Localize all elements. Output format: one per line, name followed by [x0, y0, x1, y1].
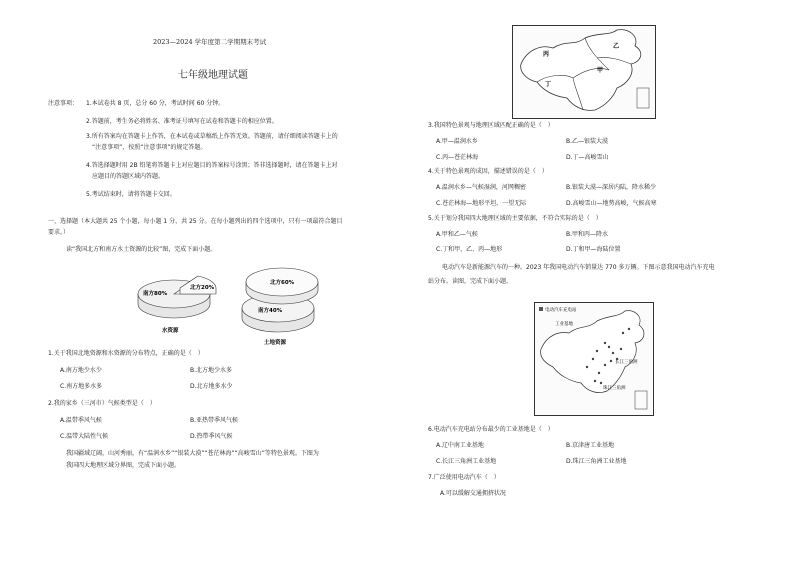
region-label-ding: 丁	[545, 81, 552, 88]
region-label-yi: 乙	[613, 43, 620, 50]
q2-option-c[interactable]: C.温带大陆性气候	[60, 433, 109, 440]
section1-line2: 要求。）	[48, 229, 70, 236]
q2-option-d[interactable]: D.热带季风气候	[190, 433, 233, 440]
q4-option-d[interactable]: D.高峻雪山—地势高峻，气候高寒	[566, 200, 657, 207]
map2-label-pearl: 珠江三角洲	[603, 386, 626, 391]
exam-title: 七年级地理试题	[178, 70, 248, 81]
q5-option-a[interactable]: A.甲和乙—气候	[436, 231, 478, 238]
q1-option-d[interactable]: D.北方地多水少	[190, 383, 233, 390]
water-land-resource-figure	[130, 264, 320, 348]
map2-label-industrial: 工业基地	[555, 322, 573, 327]
q4-option-c[interactable]: C.苍茫林海—地形平坦，一望无际	[436, 200, 527, 207]
reading-prompt-2a: 我国疆域辽阔，山河秀丽，有“温润水乡”“银装大漠”“苍茫林海”“高峻雪山”等特色景观。下图为	[66, 450, 319, 457]
q6-option-c[interactable]: C.长江三角洲工业基地	[436, 458, 497, 465]
note-4a: 4.答选择题时用 2B 铅笔将答题卡上对应题目的答案标号涂黑；答非选择题时，请在答题卡上对	[86, 162, 338, 169]
land-caption: 土地资源	[264, 340, 287, 346]
q6-option-d[interactable]: D.珠江三角洲工业基地	[566, 458, 627, 465]
region-label-bing: 丙	[543, 51, 550, 58]
legend-swatch	[539, 307, 543, 311]
map2-label-yangtze: 长江三角洲	[615, 360, 638, 365]
q6-stem: 6.电动汽车充电站分布最少的工业基地是（ ）	[428, 426, 554, 433]
q4-stem: 4.关于特色景观的成因，描述错误的是（ ）	[428, 168, 548, 175]
q7-stem: 7.广泛使用电动汽车（ ）	[428, 474, 500, 481]
ev-charging-map	[534, 302, 654, 416]
water-caption: 水资源	[162, 328, 179, 334]
q7-option-a[interactable]: A.可以缓解交通拥挤状况	[440, 490, 506, 497]
land-south-label: 南方40%	[258, 308, 283, 314]
note-2: 2.答题前，考生务必将姓名、准考证号填写在试卷和答题卡的相应位置。	[86, 118, 278, 125]
regions-map	[512, 25, 656, 119]
note-3b: “注意事项”，按照“注意事项”的规定答题。	[92, 144, 207, 151]
reading-prompt-1: 读“我国北方和南方水土资源的比较”图，完成下面小题。	[66, 246, 217, 253]
q3-option-d[interactable]: D.丁—高峻雪山	[566, 154, 609, 161]
water-resource-pie	[138, 276, 216, 334]
water-north-label: 北方20%	[190, 285, 215, 291]
map2-legend: 电动汽车充电站	[545, 308, 577, 313]
q3-stem: 3.我国特色景观与地理区域匹配正确的是（ ）	[428, 122, 554, 129]
land-north-label: 北方60%	[270, 280, 295, 286]
section1-line1: 一、选择题（本大题共 25 个小题，每小题 1 分，共 25 分。在每小题列出的四个选项中，只有一项最符合题目	[48, 218, 343, 225]
region-label-jia: 甲	[597, 67, 604, 74]
q3-option-c[interactable]: C.丙—苍茫林海	[436, 154, 479, 161]
q3-option-a[interactable]: A.甲—温润水乡	[436, 138, 478, 145]
exam-header: 2023—2024 学年度第二学期期末考试	[153, 38, 267, 46]
q5-stem: 5.关于划分我国四大地理区域的主要依据，不符合实际的是（ ）	[428, 215, 602, 222]
note-4b: 应题目的答题区域内答题。	[92, 173, 165, 180]
q4-option-b[interactable]: B.银装大漠—深居内陆，降水稀少	[566, 184, 657, 191]
q4-option-a[interactable]: A.温润水乡—气候湿润，河网稠密	[436, 184, 526, 191]
q5-option-b[interactable]: B.甲和丙—降水	[566, 231, 609, 238]
notes-label: 注意事项：	[48, 100, 79, 107]
q3-option-b[interactable]: B.乙—银装大漠	[566, 138, 609, 145]
reading-prompt-2b: 我国四大地理区域分界图，完成下面小题。	[66, 462, 181, 469]
q1-option-b[interactable]: B.北方地少水多	[190, 367, 233, 374]
q5-option-c[interactable]: C.丁和甲、乙、丙—地形	[436, 246, 503, 253]
note-5: 5.考试结束时，请将答题卡交回。	[86, 191, 176, 198]
q1-option-a[interactable]: A.南方地少水少	[60, 367, 102, 374]
q2-stem: 2.我的家乡（三河市）气候类型是（ ）	[48, 400, 156, 407]
q6-option-a[interactable]: A.辽中南工业基地	[436, 442, 484, 449]
note-3a: 3.所有答案均在答题卡上作答，在本试卷或草稿纸上作答无效。答题前，请仔细阅读答题卡上的	[86, 133, 338, 140]
q6-option-b[interactable]: B.京津唐工业基地	[566, 442, 615, 449]
q5-option-d[interactable]: D.丁和甲—海陆位置	[566, 246, 621, 253]
q1-stem: 1.关于我国北地资源和水资源的分布特点，正确的是（ ）	[48, 350, 204, 357]
reading-prompt-3a: 电动汽车是新能源汽车的一种。2023 年我国电动汽车销量达 770 多万辆。下图示意我国电动汽车充电	[442, 264, 715, 271]
land-resource-pie	[242, 268, 318, 346]
water-south-label: 南方80%	[143, 291, 168, 297]
reading-prompt-3b: 站分布。读图，完成下面小题。	[428, 278, 513, 285]
q2-option-a[interactable]: A.温带季风气候	[60, 417, 102, 424]
q2-option-b[interactable]: B.亚热带季风气候	[190, 417, 239, 424]
q1-option-c[interactable]: C.南方地多水多	[60, 383, 103, 390]
note-1: 1.本试卷共 8 页，总分 60 分，考试时间 60 分钟。	[86, 100, 225, 107]
